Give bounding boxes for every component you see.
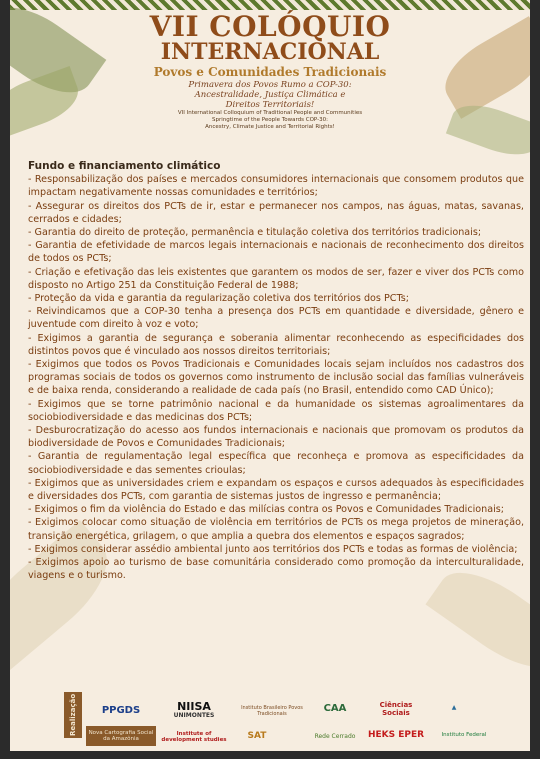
- list-item: - Exigimos a garantia de segurança e soberania alimentar reconhecendo as especificidades dos distintos povos que é vinculado aos nossos direitos territoriais;: [28, 332, 524, 357]
- list-item: - Garantia do direito de proteção, permanência e titulação coletiva dos territórios tradicionais;: [28, 227, 482, 239]
- list-item: - Exigimos apoio ao turismo de base comunitária considerado como promoção da interculturalidade, viagens e o turismo.: [28, 557, 524, 582]
- theme-en-line2: Springtime of the People Towards COP-30:: [212, 117, 328, 123]
- theme-pt-line2: Ancestralidade, Justiça Climática e: [194, 90, 346, 100]
- ids-logo: Institute of development studies: [161, 731, 227, 743]
- list-item: - Exigimos o fim da violência do Estado e das milícias contra os Povos e Comunidades Tradicionais;: [28, 504, 505, 516]
- poster-page: [10, 0, 530, 759]
- list-item: - Exigimos que as universidades criem e expandam os espaços e cursos adequados às especificidades e diversidades dos PCTs, com garantia de sistemas justos de ingresso e permanência;: [28, 477, 524, 503]
- event-title-line1: VII COLÓQUIO: [149, 10, 391, 43]
- theme-pt-line3: Direitos Territoriais!: [225, 100, 315, 110]
- theme-pt-line1: Primavera dos Povos Rumo a COP-30:: [188, 80, 352, 90]
- list-item: - Garantia de efetividade de marcos legais internacionais e nacionais de reconhecimento dos direitos de todos os PCTs;: [28, 240, 524, 265]
- heks-eper-logo: HEKS EPER: [367, 730, 425, 740]
- list-item: - Exigimos considerar assédio ambiental junto aos territórios dos PCTs e todas as formas de violência;: [28, 543, 518, 555]
- ppgds-logo: [86, 700, 156, 720]
- list-item: - Exigimos que todos os Povos Tradicionais e Comunidades locais sejam incluídos nos cadastros dos programas sociais de todos os governos como instrumento de inclusão social das famílias vulneráveis e de baixa renda, considerando a realidade de cada país (no Brasil, entendido como CAD Único);: [28, 359, 524, 397]
- theme-en-line1: VII International Colloquium of Traditional People and Communities: [177, 110, 363, 116]
- list-item: - Criação e efetivação das leis existentes que garantem os modos de ser, fazer e viver dos PCTs como disposto no Artigo 251 da Constituição Federal de 1988;: [28, 266, 524, 291]
- event-header: [10, 10, 530, 131]
- section-title: Fundo e financiamento climático: [28, 160, 221, 172]
- list-item: - Exigimos colocar como situação de violência em territórios de PCTs os mega projetos de mineração, transição energética, grilagem, o que amplia a quebra dos elementos e espaços sagrados;: [28, 517, 524, 542]
- niisa-logo-text: NIISA: [177, 700, 211, 713]
- instituto-federal-logo: Instituto Federal: [441, 732, 487, 738]
- list-item: - Responsabilização dos países e mercados consumidores internacionais que consomem produtos que impactam negativamente nossas comunidades e territórios;: [28, 174, 524, 199]
- list-item: - Exigimos que se torne patrimônio nacional e da humanidade os sistemas agroalimentares da sociobiodiversidade e das medicinas dos PCTs;: [28, 398, 524, 423]
- event-subtitle: Povos e Comunidades Tradicionais: [153, 65, 387, 79]
- nova-cartografia-logo: Nova Cartografia Social da Amazônia: [86, 726, 156, 746]
- theme-en-line3: Ancestry, Climate Justice and Territorial Rights!: [205, 124, 335, 130]
- list-item: - Assegurar os direitos dos PCTs de ir, estar e permanecer nos campos, nas águas, matas, savanas, cerrados e cidades;: [28, 200, 524, 225]
- sat-logo: SAT: [247, 731, 267, 741]
- niisa-logo: [160, 700, 228, 722]
- list-item: - Desburocratização do acesso aos fundos internacionais e nacionais que promovam os produtos da biodiversidade de Povos e Comunidades Tradicionais;: [28, 425, 524, 450]
- niisa-logo-subtext: UNIMONTES: [173, 712, 215, 719]
- event-title-line2: INTERNACIONAL: [160, 39, 380, 65]
- list-item: - Garantia de regulamentação legal específica que reconheça e promova as especificidades da sociobiodiversidade e das sementes crioulas;: [28, 451, 524, 476]
- realizacao-label: Realização: [64, 692, 82, 738]
- ppgds-logo-text: PPGDS: [101, 704, 141, 716]
- list-item: - Proteção da vida e garantia da regularização coletiva dos territórios dos PCTs;: [28, 293, 409, 305]
- bottom-border: [10, 751, 530, 759]
- partner-logo: ▲: [451, 703, 457, 711]
- document-body: [28, 160, 524, 583]
- caa-logo: CAA: [323, 702, 347, 714]
- list-item: - Reivindicamos que a COP-30 tenha a presença dos PCTs em quantidade e diversidade, gênero e juventude com direito à voz e voto;: [28, 306, 524, 331]
- ciencias-sociais-logo: Ciências Sociais: [379, 701, 413, 717]
- instituto-logo: Instituto Brasileiro Povos Tradicionais: [241, 705, 303, 717]
- rede-cerrado-logo: Rede Cerrado: [314, 732, 356, 740]
- top-ornamental-border: [10, 0, 530, 10]
